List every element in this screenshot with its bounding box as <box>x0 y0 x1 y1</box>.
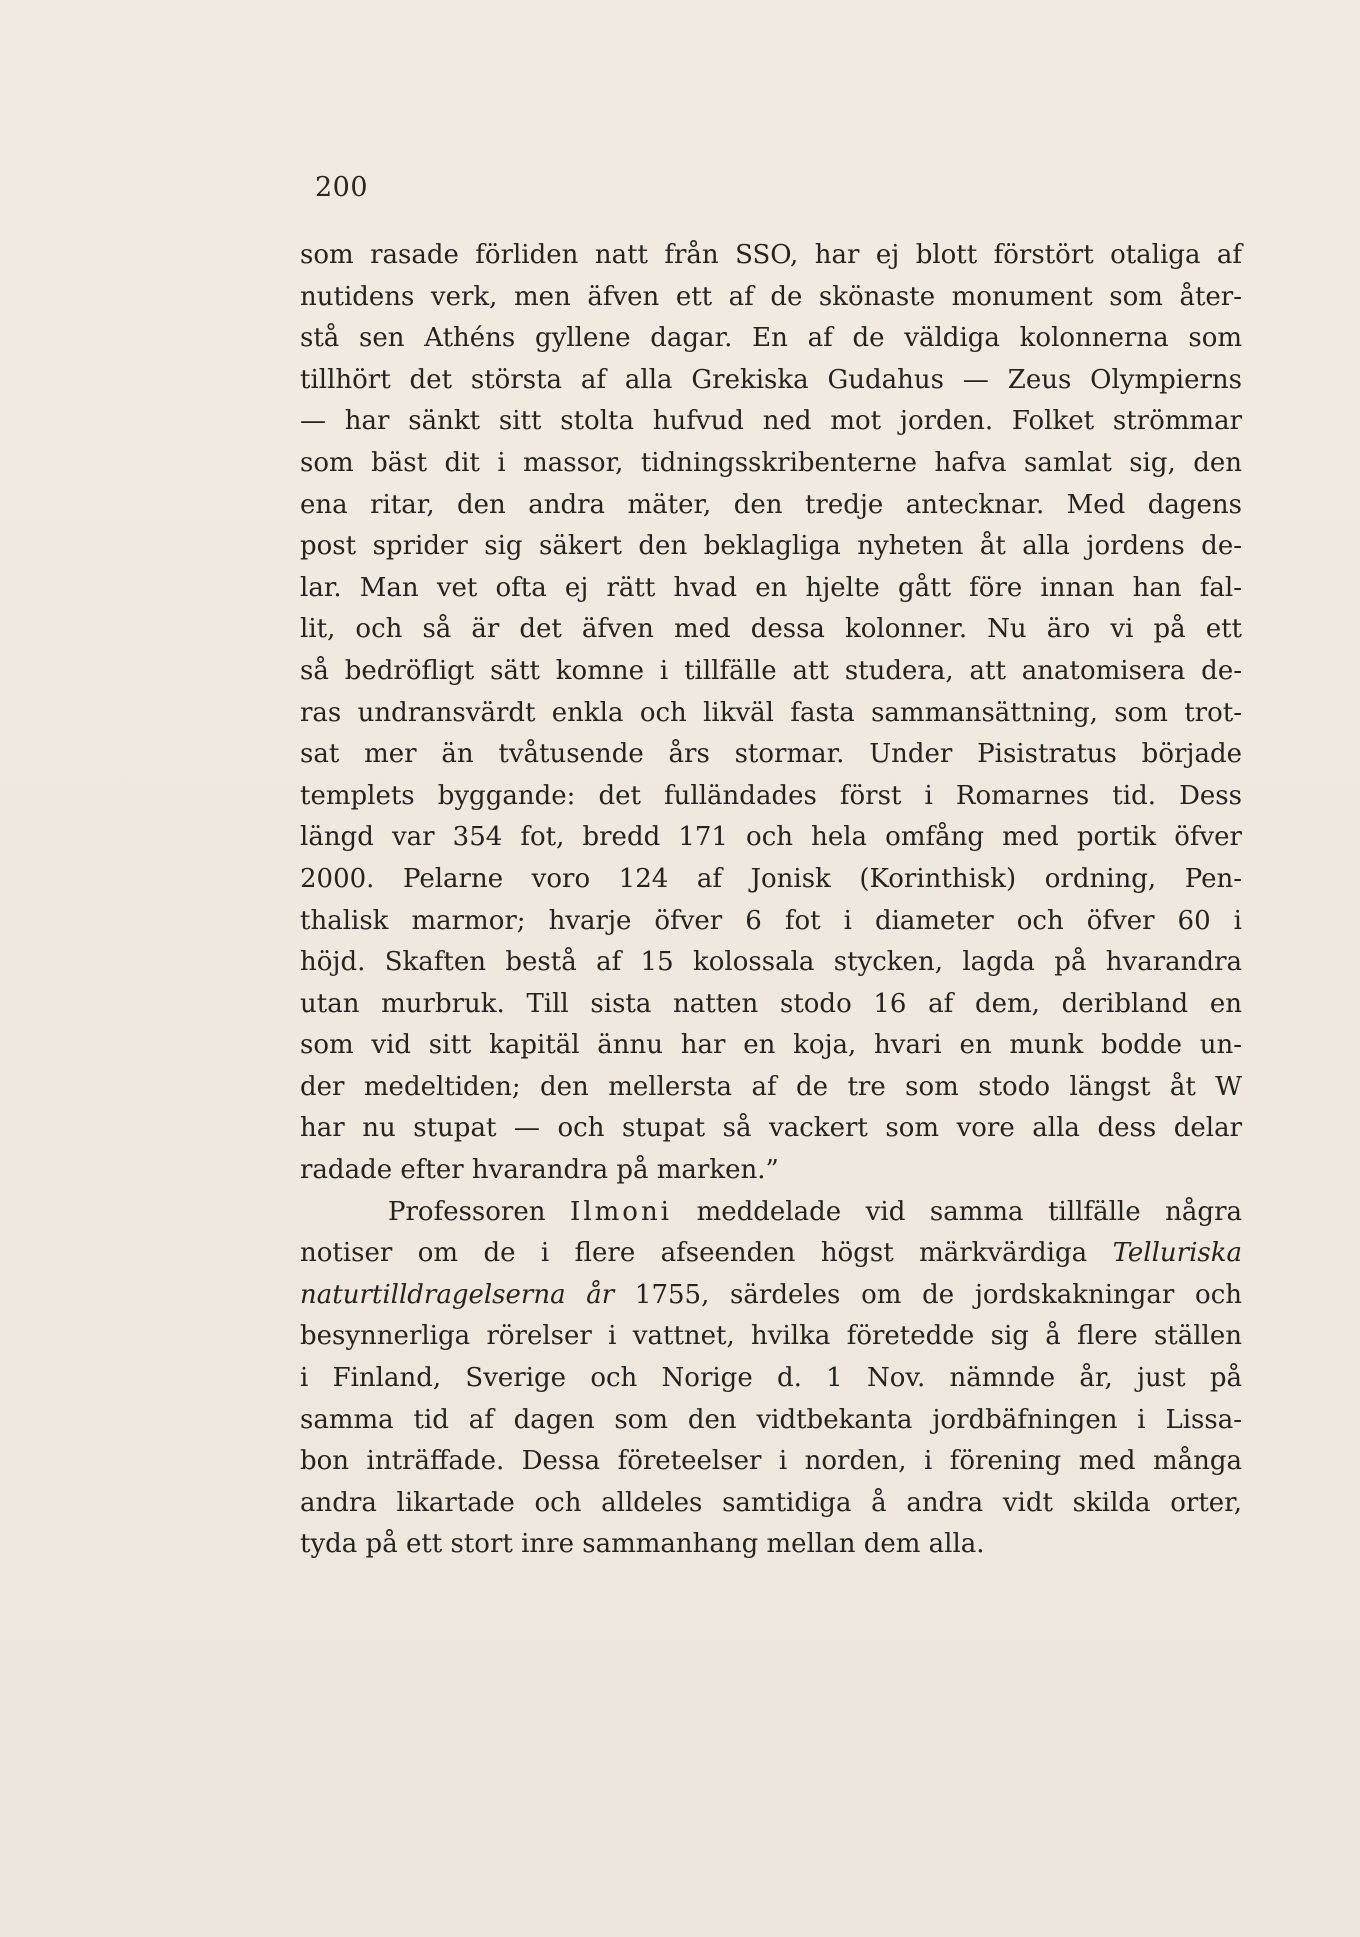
italic-text: Telluriska <box>1112 1238 1242 1269</box>
text-line: längd var 354 fot, bredd 171 och hela omfång med portik öfver <box>300 822 1242 853</box>
text-line: tillhört det största af alla Grekiska Gudahus — Zeus Olympierns <box>300 364 1242 395</box>
text-line: som bäst dit i massor, tidningsskribenterne hafva samlat sig, den <box>300 447 1242 478</box>
text-span: meddelade vid samma tillfälle några <box>672 1196 1243 1227</box>
text-span: 1755, särdeles om de jordskakningar och <box>614 1279 1243 1310</box>
page-number: 200 <box>315 172 369 203</box>
text-line: besynnerliga rörelser i vattnet, hvilka företedde sig å flere ställen <box>300 1321 1242 1352</box>
text-line: 2000. Pelarne voro 124 af Jonisk (Korinthisk) ordning, Pen- <box>300 863 1242 894</box>
text-line <box>300 1275 1242 1317</box>
text-line: andra likartade och alldeles samtidiga å andra vidt skilda orter, <box>300 1487 1242 1518</box>
text-span: notiser om de i flere afseenden högst märkvärdiga <box>300 1238 1113 1269</box>
text-line: lar. Man vet ofta ej rätt hvad en hjelte gått före innan han fal- <box>300 572 1242 603</box>
text-line: som vid sitt kapitäl ännu har en koja, hvari en munk bodde un- <box>300 1030 1242 1061</box>
text-line <box>300 1233 1242 1275</box>
text-line: utan murbruk. Till sista natten stodo 16 af dem, deribland en <box>300 988 1242 1019</box>
body-text <box>300 235 1242 1566</box>
text-span: Professoren <box>388 1196 571 1227</box>
text-line: templets byggande: det fulländades först i Romarnes tid. Dess <box>300 780 1242 811</box>
text-line: samma tid af dagen som den vidtbekanta jordbäfningen i Lissa- <box>300 1404 1242 1435</box>
text-line: som rasade förliden natt från SSO, har ej blott förstört otaliga af <box>300 240 1242 270</box>
text-line: sat mer än tvåtusende års stormar. Under Pisistratus började <box>300 739 1242 770</box>
text-line: bon inträffade. Dessa företeelser i norden, i förening med många <box>300 1446 1242 1477</box>
text-line: lit, och så är det äfven med dessa kolonner. Nu äro vi på ett <box>300 614 1242 645</box>
italic-text: naturtilldragelserna år <box>300 1279 615 1310</box>
text-line: — har sänkt sitt stolta hufvud ned mot jorden. Folket strömmar <box>300 406 1242 437</box>
text-line: ras undransvärdt enkla och likväl fasta sammansättning, som trot- <box>300 697 1242 728</box>
text-line: ena ritar, den andra mäter, den tredje antecknar. Med dagens <box>300 489 1242 520</box>
text-line: stå sen Athéns gyllene dagar. En af de väldiga kolonnerna som <box>300 323 1242 354</box>
text-line: der medeltiden; den mellersta af de tre som stodo längst åt W <box>300 1071 1242 1102</box>
text-line: höjd. Skaften bestå af 15 kolossala stycken, lagda på hvarandra <box>300 947 1242 978</box>
text-line: post sprider sig säkert den beklagliga nyheten åt alla jordens de- <box>300 531 1242 562</box>
text-line: tyda på ett stort inre sammanhang mellan dem alla. <box>300 1529 985 1560</box>
text-line: nutidens verk, men äfven ett af de skönaste monument som åter- <box>300 281 1242 312</box>
text-line: har nu stupat — och stupat så vackert som vore alla dess delar <box>300 1113 1242 1144</box>
text-line: thalisk marmor; hvarje öfver 6 fot i diameter och öfver 60 i <box>300 905 1242 936</box>
spaced-name: Ilmoni <box>570 1196 673 1227</box>
text-line: så bedröfligt sätt komne i tillfälle att studera, att anatomisera de- <box>300 655 1242 686</box>
text-line <box>300 1192 1242 1234</box>
text-line: i Finland, Sverige och Norige d. 1 Nov. nämnde år, just på <box>300 1363 1242 1394</box>
text-line: radade efter hvarandra på marken.” <box>300 1155 779 1186</box>
